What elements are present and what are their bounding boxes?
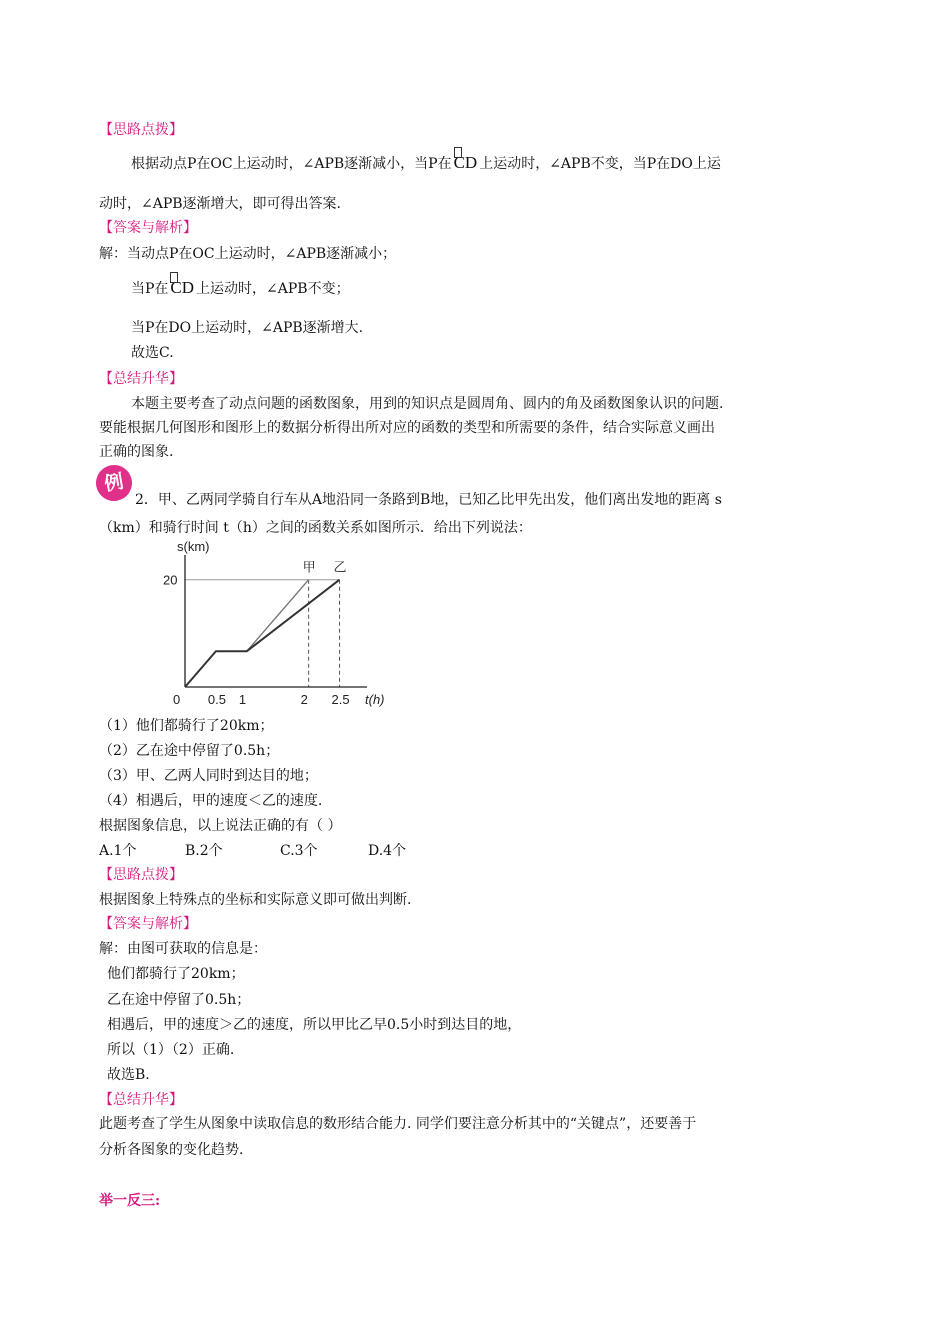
answer-header-2: 【答案与解析】 xyxy=(99,916,197,932)
arc-cd: CD xyxy=(453,153,478,172)
origin-label: 0 xyxy=(173,692,181,707)
question-line-1: 2．甲、乙两同学骑自行车从A地沿同一条路到B地，已知乙比甲先出发，他们离出发地的距离 s xyxy=(135,492,722,508)
solution-line-3: 当P在DO上运动时，∠APB逐渐增大. xyxy=(131,320,364,336)
hint-text-2: 根据图象上特殊点的坐标和实际意义即可做出判断. xyxy=(99,892,412,908)
summary-line-3: 正确的图象. xyxy=(99,444,174,460)
question-ask: 根据图象信息，以上说法正确的有（ ） xyxy=(99,818,342,834)
answer-line-3: 相遇后，甲的速度＞乙的速度，所以甲比乙早0.5小时到达目的地， xyxy=(107,1017,522,1033)
answer-line-1: 他们都骑行了20km； xyxy=(107,966,245,982)
question-line-2: （km）和骑行时间 t（h）之间的函数关系如图所示．给出下列说法： xyxy=(99,520,532,536)
option-d: D.4个 xyxy=(368,843,407,859)
answer-header-1: 【答案与解析】 xyxy=(99,220,197,236)
y-axis-label: s(km) xyxy=(177,539,210,554)
x-tick-label-2: 2 xyxy=(300,692,308,707)
solution-line-1: 解：当动点P在OC上运动时，∠APB逐渐减小； xyxy=(99,246,397,262)
series-label-jia: 甲 xyxy=(302,559,316,575)
solution-line-2: 当P在 CD 上运动时，∠APB不变； xyxy=(131,278,350,297)
option-b: B.2个 xyxy=(185,843,223,859)
summary-header-2: 【总结升华】 xyxy=(99,1092,183,1108)
answer-line-5: 故选B. xyxy=(107,1067,150,1083)
series-line-jia xyxy=(247,580,309,651)
solution-line-4: 故选C. xyxy=(131,345,174,361)
hint-line-1: 根据动点P在OC上运动时，∠APB逐渐减小，当P在 CD 上运动时，∠APB不变，当P在DO上运 xyxy=(131,153,721,172)
option-c: C.3个 xyxy=(280,843,318,859)
summary-line-2b: 分析各图象的变化趋势. xyxy=(99,1142,244,1158)
arc-cd-2: CD xyxy=(170,278,195,297)
x-tick-label-3: 2.5 xyxy=(331,692,350,707)
statement-3: （3）甲、乙两人同时到达目的地； xyxy=(99,768,318,784)
y-tick-label-0: 20 xyxy=(163,572,178,588)
summary-line-1: 本题主要考查了动点问题的函数图象，用到的知识点是圆周角、圆内的角及函数图象认识的问题. xyxy=(131,396,724,412)
statement-4: （4）相遇后，甲的速度＜乙的速度. xyxy=(99,793,323,809)
summary-line-2: 要能根据几何图形和图形上的数据分析得出所对应的函数的类型和所需要的条件，结合实际意义画出 xyxy=(99,420,715,436)
option-a: A.1个 xyxy=(99,843,137,859)
x-tick-label-1: 1 xyxy=(238,692,247,707)
series-label-yi: 乙 xyxy=(333,559,347,575)
answer-line-2: 乙在途中停留了0.5h； xyxy=(107,992,251,1008)
section-title: 举一反三: xyxy=(99,1193,161,1209)
statement-2: （2）乙在途中停留了0.5h； xyxy=(99,743,280,759)
example-badge: 例 xyxy=(93,462,135,504)
summary-header-1: 【总结升华】 xyxy=(99,371,183,387)
hint-header-1: 【思路点拨】 xyxy=(99,122,183,138)
distance-time-chart xyxy=(150,535,400,710)
x-axis-label: t(h) xyxy=(365,692,385,707)
statement-1: （1）他们都骑行了20km； xyxy=(99,718,274,734)
x-tick-label-0: 0.5 xyxy=(207,692,226,707)
hint-line-2: 动时，∠APB逐渐增大，即可得出答案. xyxy=(99,196,341,212)
hint-header-2: 【思路点拨】 xyxy=(99,867,183,883)
answer-line-0: 解：由图可获取的信息是： xyxy=(99,941,267,957)
answer-line-4: 所以（1）（2）正确. xyxy=(107,1042,235,1058)
summary-line-2a: 此题考查了学生从图象中读取信息的数形结合能力. 同学们要注意分析其中的“关键点”，还要善于 xyxy=(99,1116,697,1132)
